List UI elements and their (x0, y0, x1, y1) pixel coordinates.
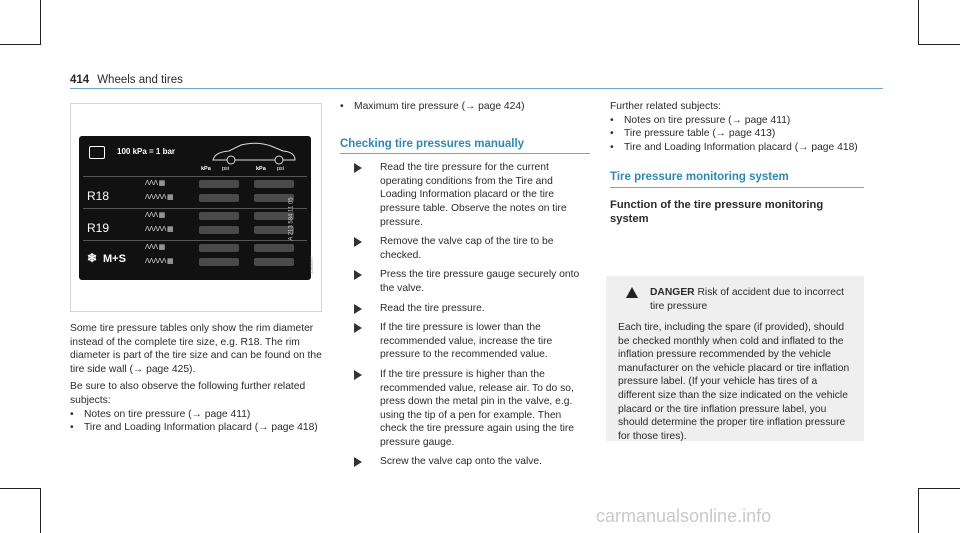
danger-header (626, 286, 856, 313)
step-text: Read the tire pressure for the current operating conditions from the Tire and Loading Information placard or the tire pressure table. Observe the notes on tire pressure. (380, 162, 567, 228)
watermark: carmanualsonline.info (596, 506, 772, 526)
tire-pressure-placard (79, 136, 311, 280)
step-item (340, 302, 590, 316)
step-arrow-icon (354, 270, 362, 280)
pressure-value (254, 180, 294, 188)
load-icon: ΛΛΛ ▦ (145, 244, 165, 251)
step-text: If the tire pressure is lower than the recommended value, increase the tire pressure to the recommended value. (380, 322, 553, 361)
load-icon: ΛΛΛΛΛ ▦ (145, 226, 174, 233)
section-rule (610, 187, 864, 188)
pressure-value (199, 194, 239, 202)
crop-mark (918, 44, 960, 45)
unit-psi-front: psi (222, 166, 230, 172)
placard-divider (83, 208, 307, 209)
step-arrow-icon (354, 457, 362, 467)
section-rule (340, 153, 590, 154)
info-book-icon (89, 146, 105, 159)
section-title-checking: Checking tire pressures manually (340, 137, 525, 150)
load-icon: ΛΛΛΛΛ ▦ (145, 258, 174, 265)
right-column (610, 100, 864, 226)
part-number: A 213 584 11 05 (288, 197, 295, 241)
unit-psi-rear: psi (277, 166, 285, 172)
max-pressure-link[interactable]: • Maximum tire pressure (→ page 424) (340, 100, 590, 114)
page-header (70, 74, 183, 86)
step-arrow-icon (354, 237, 362, 247)
step-arrow-icon (354, 370, 362, 380)
load-icon: ΛΛΛ ▦ (145, 180, 165, 187)
step-text: If the tire pressure is higher than the recommended value, release air. To do so, press down the metal pin in the valve, e.g. using the tip of a pen for example. Then check the tire pressure again using the tire pressure gauge. (380, 368, 575, 448)
step-item (340, 455, 590, 469)
page-number: 414 (70, 74, 90, 86)
crop-mark (918, 488, 919, 533)
crop-mark (40, 0, 41, 45)
pressure-value (254, 244, 294, 252)
rim-row-r19: R19 (87, 221, 110, 235)
related-intro: Be sure to also observe the following further related subjects: (70, 381, 306, 406)
pressure-formula: 100 kPa = 1 bar (117, 147, 176, 156)
step-text: Read the tire pressure. (380, 302, 485, 314)
step-text: Remove the valve cap of the tire to be checked. (380, 236, 554, 261)
danger-text: Risk of accident due to incorrect tire pressure (650, 287, 845, 312)
rim-row-ms: M+S (103, 253, 126, 265)
step-item (340, 268, 590, 295)
step-text: Press the tire pressure gauge securely onto the valve. (380, 269, 580, 294)
pressure-value (199, 212, 239, 220)
pressure-value (199, 258, 239, 266)
related-link[interactable]: • Notes on tire pressure (→ page 411) (70, 408, 326, 422)
crop-mark (0, 488, 41, 489)
rim-row-r18: R18 (87, 189, 110, 203)
subsection-title: Function of the tire pressure monitoring system (610, 198, 824, 225)
unit-kpa-front: kPa (201, 166, 211, 172)
step-text: Screw the valve cap onto the valve. (380, 456, 542, 468)
snowflake-icon: ❄ (87, 251, 98, 265)
related-intro: Further related subjects: (610, 101, 722, 112)
pressure-value (254, 258, 294, 266)
step-arrow-icon (354, 163, 362, 173)
step-item (340, 161, 590, 229)
pressure-value (199, 244, 239, 252)
left-column (70, 322, 326, 435)
crop-mark (0, 44, 41, 45)
danger-label: DANGER (650, 287, 695, 298)
car-outline-icon (209, 140, 299, 166)
danger-notice (606, 276, 864, 441)
crop-mark (40, 488, 41, 533)
related-link[interactable]: • Tire pressure table (→ page 413) (610, 127, 864, 141)
related-link[interactable]: • Tire and Loading Information placard (→ page 418) (70, 421, 326, 435)
tire-pressure-figure (70, 103, 322, 312)
step-arrow-icon (354, 323, 362, 333)
related-link[interactable]: • Tire and Loading Information placard (→ page 418) (610, 141, 864, 155)
step-arrow-icon (354, 304, 362, 314)
load-icon: ΛΛΛΛΛ ▦ (145, 194, 174, 201)
figure-id: 32806567 (309, 256, 314, 274)
placard-divider (83, 176, 307, 177)
section-title-tpms: Tire pressure monitoring system (610, 171, 789, 184)
crop-mark (918, 0, 919, 45)
warning-triangle-icon (626, 287, 638, 298)
crop-mark (918, 488, 960, 489)
rim-paragraph: Some tire pressure tables only show the rim diameter instead of the complete tire size, e.g. R18. The rim diameter is part of the tire size and can be found on the tire side wall (→ page 425). (70, 323, 322, 375)
chapter-title: Wheels and tires (97, 74, 183, 86)
pressure-value (199, 180, 239, 188)
header-rule (70, 88, 883, 89)
step-item (340, 321, 590, 362)
load-icon: ΛΛΛ ▦ (145, 212, 165, 219)
step-item (340, 368, 590, 450)
danger-body: Each tire, including the spare (if provided), should be checked monthly when cold and inflated to the inflation pressure recommended by the vehicle manufacturer on the vehicle placard or tire inflation pressure label. (If your vehicle has tires of a different size than the size indicated on the vehicle placard or the tire inflation pressure label, you should determine the proper tire inflation pressure for those tires). (618, 322, 850, 442)
related-link[interactable]: • Notes on tire pressure (→ page 411) (610, 114, 864, 128)
placard-divider (83, 240, 307, 241)
pressure-value (199, 226, 239, 234)
middle-column (340, 100, 590, 475)
unit-kpa-rear: kPa (256, 166, 266, 172)
step-item (340, 235, 590, 262)
